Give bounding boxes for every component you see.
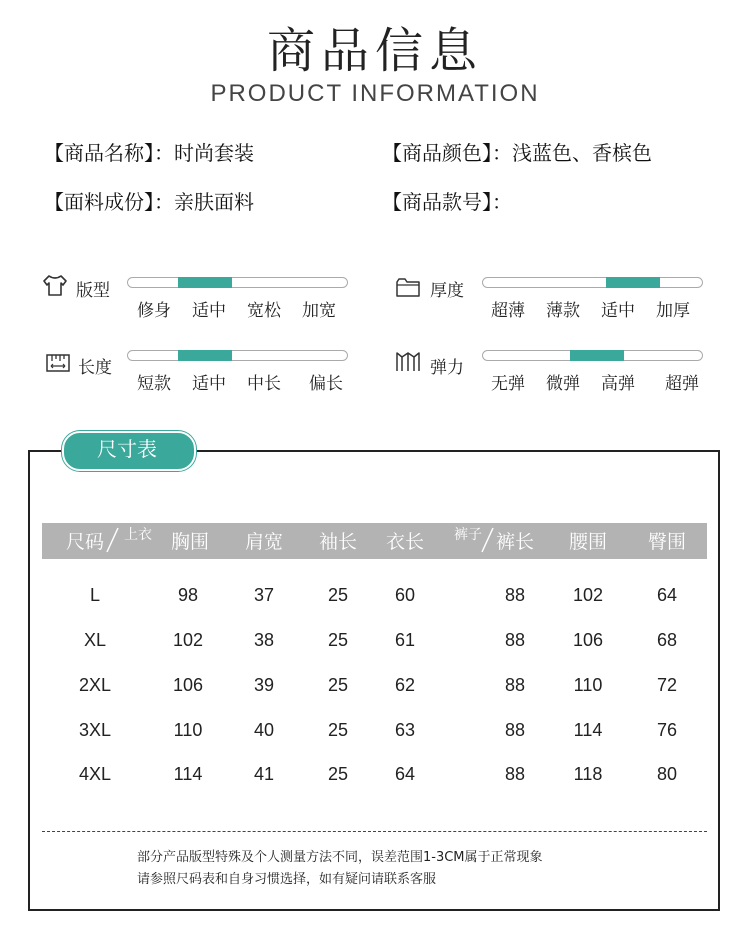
- thickness-scale: [482, 277, 703, 288]
- elasticity-indicator: [570, 350, 624, 361]
- table-cell: 41: [253, 764, 275, 784]
- note-line-2: 请参照尺码表和自身习惯选择，如有疑问请联系客服: [137, 872, 437, 887]
- elasticity-tick: 微弹: [546, 374, 580, 394]
- fit-tick: 加宽: [302, 301, 336, 321]
- table-cell: 63: [394, 720, 416, 740]
- header-waist: 腰围: [568, 531, 607, 553]
- table-cell: 114: [573, 720, 603, 740]
- info-product-color: 【商品颜色】：浅蓝色、香槟色: [382, 141, 652, 165]
- thickness-tick: 薄款: [546, 301, 580, 321]
- header-top-label: 上衣: [124, 527, 152, 543]
- info-product-name: 【商品名称】：时尚套装: [44, 141, 254, 165]
- table-cell: 38: [253, 630, 275, 650]
- table-cell: 114: [173, 764, 203, 784]
- info-model-number: 【商品款号】：: [382, 190, 512, 214]
- header-chest: 胸围: [170, 531, 209, 553]
- page-subtitle: PRODUCT INFORMATION: [210, 80, 540, 107]
- table-cell: 106: [172, 675, 204, 695]
- table-cell: 60: [394, 585, 416, 605]
- fit-tick: 修身: [137, 301, 171, 321]
- table-cell: 110: [573, 675, 603, 695]
- table-cell: 25: [327, 764, 349, 784]
- length-tick: 适中: [192, 374, 226, 394]
- thickness-attribute: [395, 274, 421, 304]
- table-cell: 64: [656, 585, 678, 605]
- table-cell: 25: [327, 720, 349, 740]
- shirt-icon: [42, 272, 68, 298]
- table-cell: 25: [327, 675, 349, 695]
- length-label: 长度: [78, 358, 112, 378]
- table-cell: 102: [172, 630, 204, 650]
- table-cell: 72: [656, 675, 678, 695]
- info-fabric: 【面料成份】：亲肤面料: [44, 190, 254, 214]
- size-cell: XL: [83, 630, 107, 650]
- thickness-tick: 适中: [601, 301, 635, 321]
- table-cell: 64: [394, 764, 416, 784]
- table-cell: 110: [173, 720, 203, 740]
- table-cell: 118: [573, 764, 603, 784]
- size-cell: 3XL: [78, 720, 112, 740]
- elasticity-tick: 高弹: [601, 374, 635, 394]
- elasticity-tick: 无弹: [491, 374, 525, 394]
- table-cell: 39: [253, 675, 275, 695]
- fit-tick: 适中: [192, 301, 226, 321]
- header-hip: 臀围: [647, 531, 686, 553]
- table-cell: 88: [504, 764, 526, 784]
- size-table-tab-label: 尺寸表: [97, 437, 157, 461]
- table-cell: 88: [504, 585, 526, 605]
- table-cell: 62: [394, 675, 416, 695]
- table-cell: 61: [394, 630, 416, 650]
- header-pants-length: 裤长: [495, 531, 534, 553]
- length-scale: [127, 350, 348, 361]
- header-size: 尺码: [65, 531, 104, 553]
- elasticity-tick: 超弹: [665, 374, 699, 394]
- table-divider: [42, 831, 707, 832]
- table-cell: 88: [504, 720, 526, 740]
- length-attribute: [45, 350, 71, 380]
- length-tick: 中长: [247, 374, 281, 394]
- thickness-indicator: [606, 277, 660, 288]
- fit-scale: [127, 277, 348, 288]
- table-cell: 68: [656, 630, 678, 650]
- table-cell: 25: [327, 630, 349, 650]
- thickness-tick: 加厚: [656, 301, 690, 321]
- table-cell: 25: [327, 585, 349, 605]
- length-indicator: [178, 350, 232, 361]
- table-cell: 80: [656, 764, 678, 784]
- size-cell: 4XL: [78, 764, 112, 784]
- table-cell: 40: [253, 720, 275, 740]
- table-cell: 106: [572, 630, 604, 650]
- fit-attribute: [42, 272, 68, 302]
- table-cell: 88: [504, 630, 526, 650]
- size-cell: 2XL: [78, 675, 112, 695]
- table-cell: 76: [656, 720, 678, 740]
- header-sleeve: 袖长: [318, 531, 357, 553]
- thickness-label: 厚度: [430, 281, 464, 301]
- folder-icon: [395, 274, 421, 300]
- elasticity-scale: [482, 350, 703, 361]
- table-cell: 102: [572, 585, 604, 605]
- fit-indicator: [178, 277, 232, 288]
- page-title: 商品信息: [266, 23, 483, 79]
- table-cell: 98: [177, 585, 199, 605]
- note-line-1: 部分产品版型特殊及个人测量方法不同，误差范围1-3CM属于正常现象: [137, 850, 543, 865]
- ruler-icon: [45, 350, 71, 376]
- stretch-icon: [395, 349, 421, 375]
- table-cell: 88: [504, 675, 526, 695]
- length-tick: 短款: [137, 374, 171, 394]
- fit-tick: 宽松: [247, 301, 281, 321]
- table-cell: 37: [253, 585, 275, 605]
- header-pants-label: 裤子: [454, 527, 482, 543]
- fit-label: 版型: [76, 281, 110, 301]
- elasticity-label: 弹力: [430, 358, 464, 378]
- size-cell: L: [89, 585, 100, 605]
- header-shoulder: 肩宽: [244, 531, 283, 553]
- elasticity-attribute: [395, 349, 421, 379]
- thickness-tick: 超薄: [491, 301, 525, 321]
- length-tick: 偏长: [309, 374, 343, 394]
- header-top-length: 衣长: [385, 531, 424, 553]
